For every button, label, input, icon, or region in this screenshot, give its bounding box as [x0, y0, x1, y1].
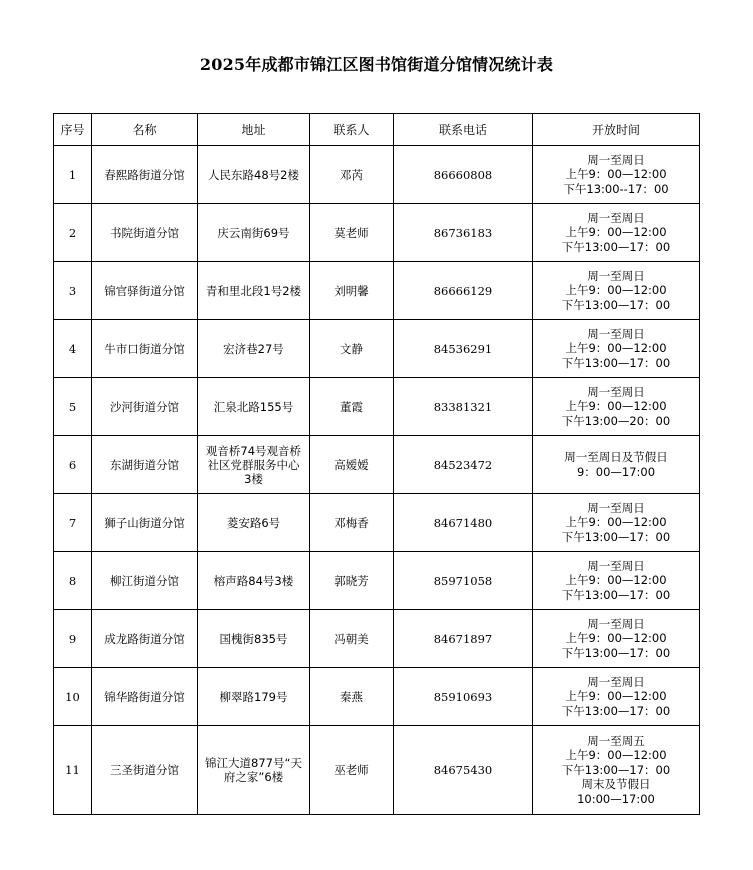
cell-name: 狮子山街道分馆: [92, 494, 198, 552]
header-hours: 开放时间: [533, 114, 700, 146]
cell-address: [198, 146, 310, 204]
header-index: 序号: [54, 114, 92, 146]
cell-name: 三圣街道分馆: [92, 726, 198, 815]
cell-name: 柳江街道分馆: [92, 552, 198, 610]
cell-contact: 文静: [310, 320, 394, 378]
table-row: [54, 146, 700, 204]
cell-phone: 84536291: [394, 320, 533, 378]
hours-line: 上午9：00—12:00: [565, 167, 667, 182]
cell-name: 沙河街道分馆: [92, 378, 198, 436]
cell-index: 2: [54, 204, 92, 262]
cell-hours: [533, 494, 700, 552]
hours-line: 周一至周日: [587, 500, 645, 515]
cell-hours: [533, 726, 700, 815]
cell-name: 锦官驿街道分馆: [92, 262, 198, 320]
cell-contact: 冯朝美: [310, 610, 394, 668]
hours-line: 周一至周日: [587, 616, 645, 631]
cell-index: 10: [54, 668, 92, 726]
cell-index: 8: [54, 552, 92, 610]
cell-hours: [533, 668, 700, 726]
hours-line: 周一至周日: [587, 558, 645, 573]
hours-line: 上午9：00—12:00: [565, 341, 667, 356]
address-line: 社区党群服务中心: [207, 457, 300, 472]
cell-name: 锦华路街道分馆: [92, 668, 198, 726]
table-row: [54, 552, 700, 610]
cell-contact: 董霞: [310, 378, 394, 436]
cell-index: 3: [54, 262, 92, 320]
hours-line: 下午13:00—17：00: [561, 529, 671, 544]
cell-index: 6: [54, 436, 92, 494]
cell-contact: 巫老师: [310, 726, 394, 815]
cell-phone: 84523472: [394, 436, 533, 494]
cell-index: 4: [54, 320, 92, 378]
address-line: 汇泉北路155号: [213, 399, 294, 414]
address-line: 柳翠路179号: [219, 689, 288, 704]
cell-address: [198, 378, 310, 436]
hours-line: 周一至周日: [587, 674, 645, 689]
hours-line: 周一至周日: [587, 210, 645, 225]
hours-line: 下午13:00—17：00: [561, 239, 671, 254]
cell-phone: 85910693: [394, 668, 533, 726]
cell-contact: 郭晓芳: [310, 552, 394, 610]
cell-contact: 邓芮: [310, 146, 394, 204]
table-row: [54, 436, 700, 494]
table-body: [54, 146, 700, 815]
cell-hours: [533, 320, 700, 378]
cell-name: 成龙路街道分馆: [92, 610, 198, 668]
cell-hours: [533, 146, 700, 204]
address-line: 府之家”6楼: [223, 770, 284, 784]
cell-address: [198, 436, 310, 494]
header-address: 地址: [198, 114, 310, 146]
table-row: [54, 668, 700, 726]
hours-line: 周一至周日: [587, 326, 645, 341]
cell-address: [198, 494, 310, 552]
cell-address: [198, 320, 310, 378]
hours-line: 下午13:00—17：00: [561, 645, 671, 660]
header-name: 名称: [92, 114, 198, 146]
hours-line: 周一至周日: [587, 152, 645, 167]
library-branches-table: [53, 113, 700, 815]
table-row: [54, 320, 700, 378]
hours-line: 上午9：00—12:00: [565, 573, 667, 588]
address-line: 宏济巷27号: [223, 341, 284, 356]
address-line: 观音桥74号观音桥: [205, 443, 302, 458]
cell-hours: [533, 436, 700, 494]
hours-line: 9：00—17:00: [576, 464, 656, 479]
hours-line: 周末及节假日: [581, 777, 651, 792]
cell-contact: 高嫒嫒: [310, 436, 394, 494]
table-row: [54, 494, 700, 552]
cell-index: 11: [54, 726, 92, 815]
address-line: 榕声路84号3楼: [213, 573, 294, 588]
cell-index: 9: [54, 610, 92, 668]
hours-line: 上午9：00—12:00: [565, 283, 667, 298]
cell-contact: 刘明馨: [310, 262, 394, 320]
address-line: 庆云南街69号: [217, 225, 290, 240]
hours-line: 上午9：00—12:00: [565, 748, 667, 763]
cell-address: [198, 552, 310, 610]
cell-phone: 85971058: [394, 552, 533, 610]
cell-name: 春熙路街道分馆: [92, 146, 198, 204]
document-title: 2025年成都市锦江区图书馆街道分馆情况统计表: [199, 55, 554, 74]
table-row: [54, 610, 700, 668]
table-row: [54, 726, 700, 815]
table-row: [54, 204, 700, 262]
hours-line: 上午9：00—12:00: [565, 225, 667, 240]
cell-phone: 83381321: [394, 378, 533, 436]
cell-name: 牛市口街道分馆: [92, 320, 198, 378]
hours-line: 周一至周日: [587, 268, 645, 283]
address-line: 菱安路6号: [226, 515, 281, 530]
cell-phone: 86660808: [394, 146, 533, 204]
cell-address: [198, 204, 310, 262]
cell-hours: [533, 610, 700, 668]
cell-phone: 84671897: [394, 610, 533, 668]
hours-line: 上午9：00—12:00: [565, 399, 667, 414]
table-row: [54, 378, 700, 436]
cell-index: 1: [54, 146, 92, 204]
cell-contact: 邓梅香: [310, 494, 394, 552]
cell-name: 书院街道分馆: [92, 204, 198, 262]
cell-phone: 86666129: [394, 262, 533, 320]
hours-line: 下午13:00—17：00: [561, 587, 671, 602]
header-phone: 联系电话: [394, 114, 533, 146]
hours-line: 下午13:00--17：00: [563, 181, 669, 196]
address-line: 锦江大道877号“天: [205, 756, 302, 770]
hours-line: 下午13:00—17：00: [561, 762, 671, 777]
cell-index: 7: [54, 494, 92, 552]
table-row: [54, 262, 700, 320]
cell-address: [198, 726, 310, 815]
cell-hours: [533, 262, 700, 320]
hours-line: 下午13:00—20：00: [561, 413, 671, 428]
cell-hours: [533, 552, 700, 610]
hours-line: 下午13:00—17：00: [561, 297, 671, 312]
cell-index: 5: [54, 378, 92, 436]
address-line: 人民东路48号2楼: [208, 167, 299, 182]
address-line: 3楼: [244, 471, 263, 486]
hours-line: 上午9：00—12:00: [565, 631, 667, 646]
header-contact: 联系人: [310, 114, 394, 146]
hours-line: 周一至周五: [587, 733, 645, 748]
hours-line: 下午13:00—17：00: [561, 703, 671, 718]
hours-line: 周一至周日及节假日: [564, 450, 668, 464]
hours-line: 下午13:00—17：00: [561, 355, 671, 370]
cell-contact: 莫老师: [310, 204, 394, 262]
cell-address: [198, 610, 310, 668]
hours-line: 周一至周日: [587, 384, 645, 399]
cell-hours: [533, 378, 700, 436]
cell-phone: 84675430: [394, 726, 533, 815]
cell-phone: 86736183: [394, 204, 533, 262]
hours-line: 10:00—17:00: [577, 791, 655, 806]
hours-line: 上午9：00—12:00: [565, 515, 667, 530]
address-line: 国槐街835号: [219, 631, 288, 646]
hours-line: 上午9：00—12:00: [565, 689, 667, 704]
cell-address: [198, 668, 310, 726]
address-line: 青和里北段1号2楼: [205, 283, 302, 298]
table-header-row: [54, 114, 700, 146]
cell-hours: [533, 204, 700, 262]
cell-phone: 84671480: [394, 494, 533, 552]
cell-address: [198, 262, 310, 320]
cell-contact: 秦燕: [310, 668, 394, 726]
cell-name: 东湖街道分馆: [92, 436, 198, 494]
